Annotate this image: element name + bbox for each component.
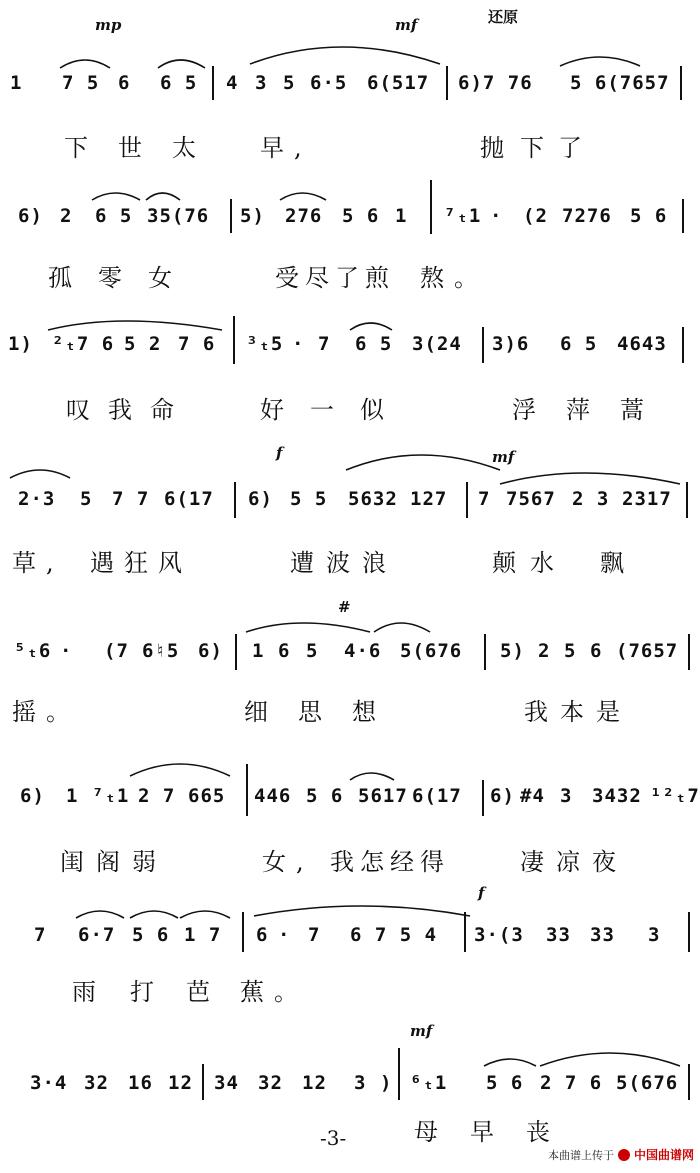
note: 5 6	[486, 1072, 524, 1094]
notes-row	[0, 488, 700, 528]
lyric: 我	[524, 698, 558, 726]
lyric: 狂	[124, 549, 158, 577]
lyric: 我	[330, 848, 364, 876]
note: 7	[34, 924, 47, 946]
note: ¹²ₜ7	[650, 785, 700, 807]
note: (7657	[616, 640, 679, 662]
lyric: 蒿	[620, 396, 654, 424]
note: 5 6(7657	[570, 72, 670, 94]
dynamic-mark: mp	[95, 16, 122, 34]
note: 6 5	[560, 333, 598, 355]
note: 665	[188, 785, 226, 807]
dynamic-mark: f	[478, 884, 485, 902]
bar-line	[688, 1064, 690, 1100]
note: ·	[278, 924, 291, 946]
lyric: 想	[352, 698, 386, 726]
note: ³ₜ5	[246, 333, 284, 355]
bar-line	[234, 482, 236, 518]
note: 1)	[8, 333, 33, 355]
note: 127	[410, 488, 448, 510]
note: 2 7 6	[540, 1072, 603, 1094]
lyric: 飘	[600, 549, 634, 577]
note: 3	[648, 924, 661, 946]
note: 6♮5	[142, 640, 180, 662]
lyric: 浮	[512, 396, 546, 424]
lyric: 凄	[520, 848, 554, 876]
note: 7567	[506, 488, 556, 510]
note: 1 7	[184, 924, 222, 946]
note: 4·6	[344, 640, 382, 662]
lyric: 本	[560, 698, 594, 726]
lyrics-row	[0, 692, 700, 732]
note: 2	[60, 205, 73, 227]
annotation-mark: 还原	[488, 8, 519, 26]
lyric: 孤	[48, 264, 82, 292]
note: 6 5	[160, 72, 198, 94]
lyric: 得	[420, 848, 454, 876]
bar-line	[484, 634, 486, 670]
dynamic-mark: f	[276, 444, 283, 462]
note: 5 5	[290, 488, 328, 510]
note: 1	[66, 785, 79, 807]
dynamic-mark: mf	[395, 16, 418, 34]
lyric: 细	[244, 698, 278, 726]
note: 5	[564, 640, 577, 662]
note: 3·(3	[474, 924, 524, 946]
lyric: 波	[326, 549, 360, 577]
notes-row	[0, 72, 700, 112]
site-logo-icon	[618, 1149, 630, 1161]
notes-row	[0, 205, 700, 245]
lyrics-row	[0, 390, 700, 430]
footer-credit	[548, 1146, 694, 1163]
lyric: 好	[260, 396, 294, 424]
lyrics-row	[0, 842, 700, 882]
note: 446	[254, 785, 292, 807]
note: 35(76	[147, 205, 210, 227]
note: 1	[395, 205, 408, 227]
note: #4	[520, 785, 545, 807]
note: 3(24	[412, 333, 462, 355]
lyrics-row	[0, 258, 700, 298]
lyric: 女	[148, 264, 182, 292]
note: (2	[523, 205, 548, 227]
note: 5617	[358, 785, 408, 807]
lyric: 芭	[186, 978, 220, 1006]
note: 6 5	[355, 333, 393, 355]
dynamic-mark: mf	[492, 448, 515, 466]
bar-line	[242, 912, 244, 952]
footer-text: 本曲谱上传于	[547, 1148, 614, 1162]
note: 5 6	[630, 205, 668, 227]
bar-line	[464, 912, 466, 952]
lyric: 母	[414, 1118, 448, 1146]
note: 7276	[562, 205, 612, 227]
note: 6)	[20, 785, 45, 807]
lyric: 凉	[556, 848, 590, 876]
note: 5)	[500, 640, 525, 662]
lyric: 怎	[360, 848, 394, 876]
note: 6)	[248, 488, 273, 510]
note: ·	[292, 333, 305, 355]
bar-line	[482, 780, 484, 816]
bar-line	[202, 1064, 204, 1100]
note: 3	[354, 1072, 367, 1094]
lyric: 抛	[480, 134, 514, 162]
note: 6)	[490, 785, 515, 807]
note: 2·3	[18, 488, 56, 510]
note: 5)	[240, 205, 265, 227]
note: 3)6	[492, 333, 530, 355]
lyric: 摇。	[12, 698, 80, 726]
bar-line	[212, 66, 214, 100]
note: 3432	[592, 785, 642, 807]
lyric: 是	[596, 698, 630, 726]
note: 1	[252, 640, 265, 662]
note: 2	[538, 640, 551, 662]
bar-line	[680, 66, 682, 100]
lyrics-row	[0, 543, 700, 583]
lyric: 草,	[12, 549, 64, 577]
lyric: 早	[470, 1118, 504, 1146]
lyric: 蕉。	[240, 978, 308, 1006]
note: 6·5	[310, 72, 348, 94]
page-number: -3-	[320, 1126, 347, 1150]
note: 7 6	[178, 333, 216, 355]
bar-line	[686, 482, 688, 518]
lyric: 似	[360, 396, 394, 424]
lyric: 我	[108, 396, 142, 424]
note: 5(676	[400, 640, 463, 662]
note: 5 6	[132, 924, 170, 946]
lyric: 丧	[526, 1118, 560, 1146]
dynamic-mark: mf	[410, 1022, 433, 1040]
note: 276	[285, 205, 323, 227]
bar-line	[446, 66, 448, 100]
bar-line	[230, 199, 232, 233]
note: 6)7 76	[458, 72, 533, 94]
bar-line	[246, 764, 248, 816]
note: 6(17	[412, 785, 462, 807]
lyric: 尽	[305, 264, 339, 292]
lyric: 受	[275, 264, 309, 292]
bar-line	[482, 327, 484, 363]
note: 4	[226, 72, 239, 94]
note: 7 7	[112, 488, 150, 510]
lyric: 弱	[132, 848, 166, 876]
lyric: 夜	[592, 848, 626, 876]
note: 5632	[348, 488, 398, 510]
lyric: 熬。	[420, 264, 488, 292]
note: 4643	[617, 333, 667, 355]
lyric: 打	[130, 978, 164, 1006]
bar-line	[682, 199, 684, 233]
note: 32	[258, 1072, 283, 1094]
note: 6(17	[164, 488, 214, 510]
note: 7 5	[62, 72, 100, 94]
lyric: 经	[390, 848, 424, 876]
notes-row	[0, 924, 700, 964]
note: 5(676	[616, 1072, 679, 1094]
note: ⁷ₜ1	[444, 205, 482, 227]
lyrics-row	[0, 128, 700, 168]
bar-line	[688, 634, 690, 670]
sharp-mark: #	[338, 598, 351, 616]
note: 7	[478, 488, 491, 510]
note: 12	[302, 1072, 327, 1094]
note: 6	[590, 640, 603, 662]
lyric: 下	[64, 134, 98, 162]
note: 2 7	[138, 785, 176, 807]
footer-brand[interactable]: 中国曲谱网	[633, 1148, 694, 1162]
note: 7	[308, 924, 321, 946]
note: 5 2	[124, 333, 162, 355]
note: 6)	[198, 640, 223, 662]
lyric: 叹	[66, 396, 100, 424]
lyric: 一	[310, 396, 344, 424]
lyric: 闺	[60, 848, 94, 876]
note: ⁵ₜ6	[14, 640, 52, 662]
note: 16	[128, 1072, 153, 1094]
note: 6 7 5 4	[350, 924, 438, 946]
lyric: 女,	[262, 848, 314, 876]
lyric: 命	[150, 396, 184, 424]
note: )	[380, 1072, 393, 1094]
note: 6 5	[95, 205, 133, 227]
lyric: 了	[335, 264, 369, 292]
note: 5	[283, 72, 296, 94]
note: 34	[214, 1072, 239, 1094]
notes-row	[0, 640, 700, 680]
lyric: 煎	[365, 264, 399, 292]
notes-row	[0, 1072, 700, 1112]
note: 2 3	[572, 488, 610, 510]
bar-line	[430, 180, 432, 234]
note: ²ₜ7 6	[52, 333, 115, 355]
bar-line	[235, 634, 237, 670]
lyrics-row	[0, 972, 700, 1012]
lyric: 雨	[72, 978, 106, 1006]
note: ·	[490, 205, 503, 227]
note: 3	[560, 785, 573, 807]
lyric: 了	[558, 134, 592, 162]
bar-line	[682, 327, 684, 363]
note: ·	[60, 640, 73, 662]
note: 12	[168, 1072, 193, 1094]
bar-line	[688, 912, 690, 952]
note: 33	[590, 924, 615, 946]
lyric: 思	[298, 698, 332, 726]
note: 2317	[622, 488, 672, 510]
note: 5	[80, 488, 93, 510]
lyric: 早,	[260, 134, 312, 162]
note: 6	[256, 924, 269, 946]
bar-line	[466, 482, 468, 518]
note: 5 6	[342, 205, 380, 227]
bar-line	[233, 316, 235, 364]
note: ⁶ₜ1	[410, 1072, 448, 1094]
lyric: 风	[158, 549, 192, 577]
note: ⁷ₜ1	[92, 785, 130, 807]
note: 6(517	[367, 72, 430, 94]
lyric: 下	[520, 134, 554, 162]
note: 5 6	[306, 785, 344, 807]
lyric: 太	[172, 134, 206, 162]
note: 5	[306, 640, 319, 662]
lyric: 世	[118, 134, 152, 162]
note: 6·7	[78, 924, 116, 946]
lyric: 遇	[90, 549, 124, 577]
lyric: 浪	[362, 549, 396, 577]
lyric: 阁	[96, 848, 130, 876]
lyric: 遭	[290, 549, 324, 577]
note: 6)	[18, 205, 43, 227]
note: 7	[318, 333, 331, 355]
note: 3·4	[30, 1072, 68, 1094]
note: (7	[104, 640, 129, 662]
note: 32	[84, 1072, 109, 1094]
note: 6	[278, 640, 291, 662]
bar-line	[398, 1048, 400, 1100]
note: 33	[546, 924, 571, 946]
note: 1	[10, 72, 23, 94]
note: 3	[255, 72, 268, 94]
lyric: 零	[98, 264, 132, 292]
lyric: 颠	[492, 549, 526, 577]
notes-row	[0, 785, 700, 825]
lyric: 萍	[566, 396, 600, 424]
lyric: 水	[530, 549, 564, 577]
notes-row	[0, 333, 700, 373]
note: 6	[118, 72, 131, 94]
